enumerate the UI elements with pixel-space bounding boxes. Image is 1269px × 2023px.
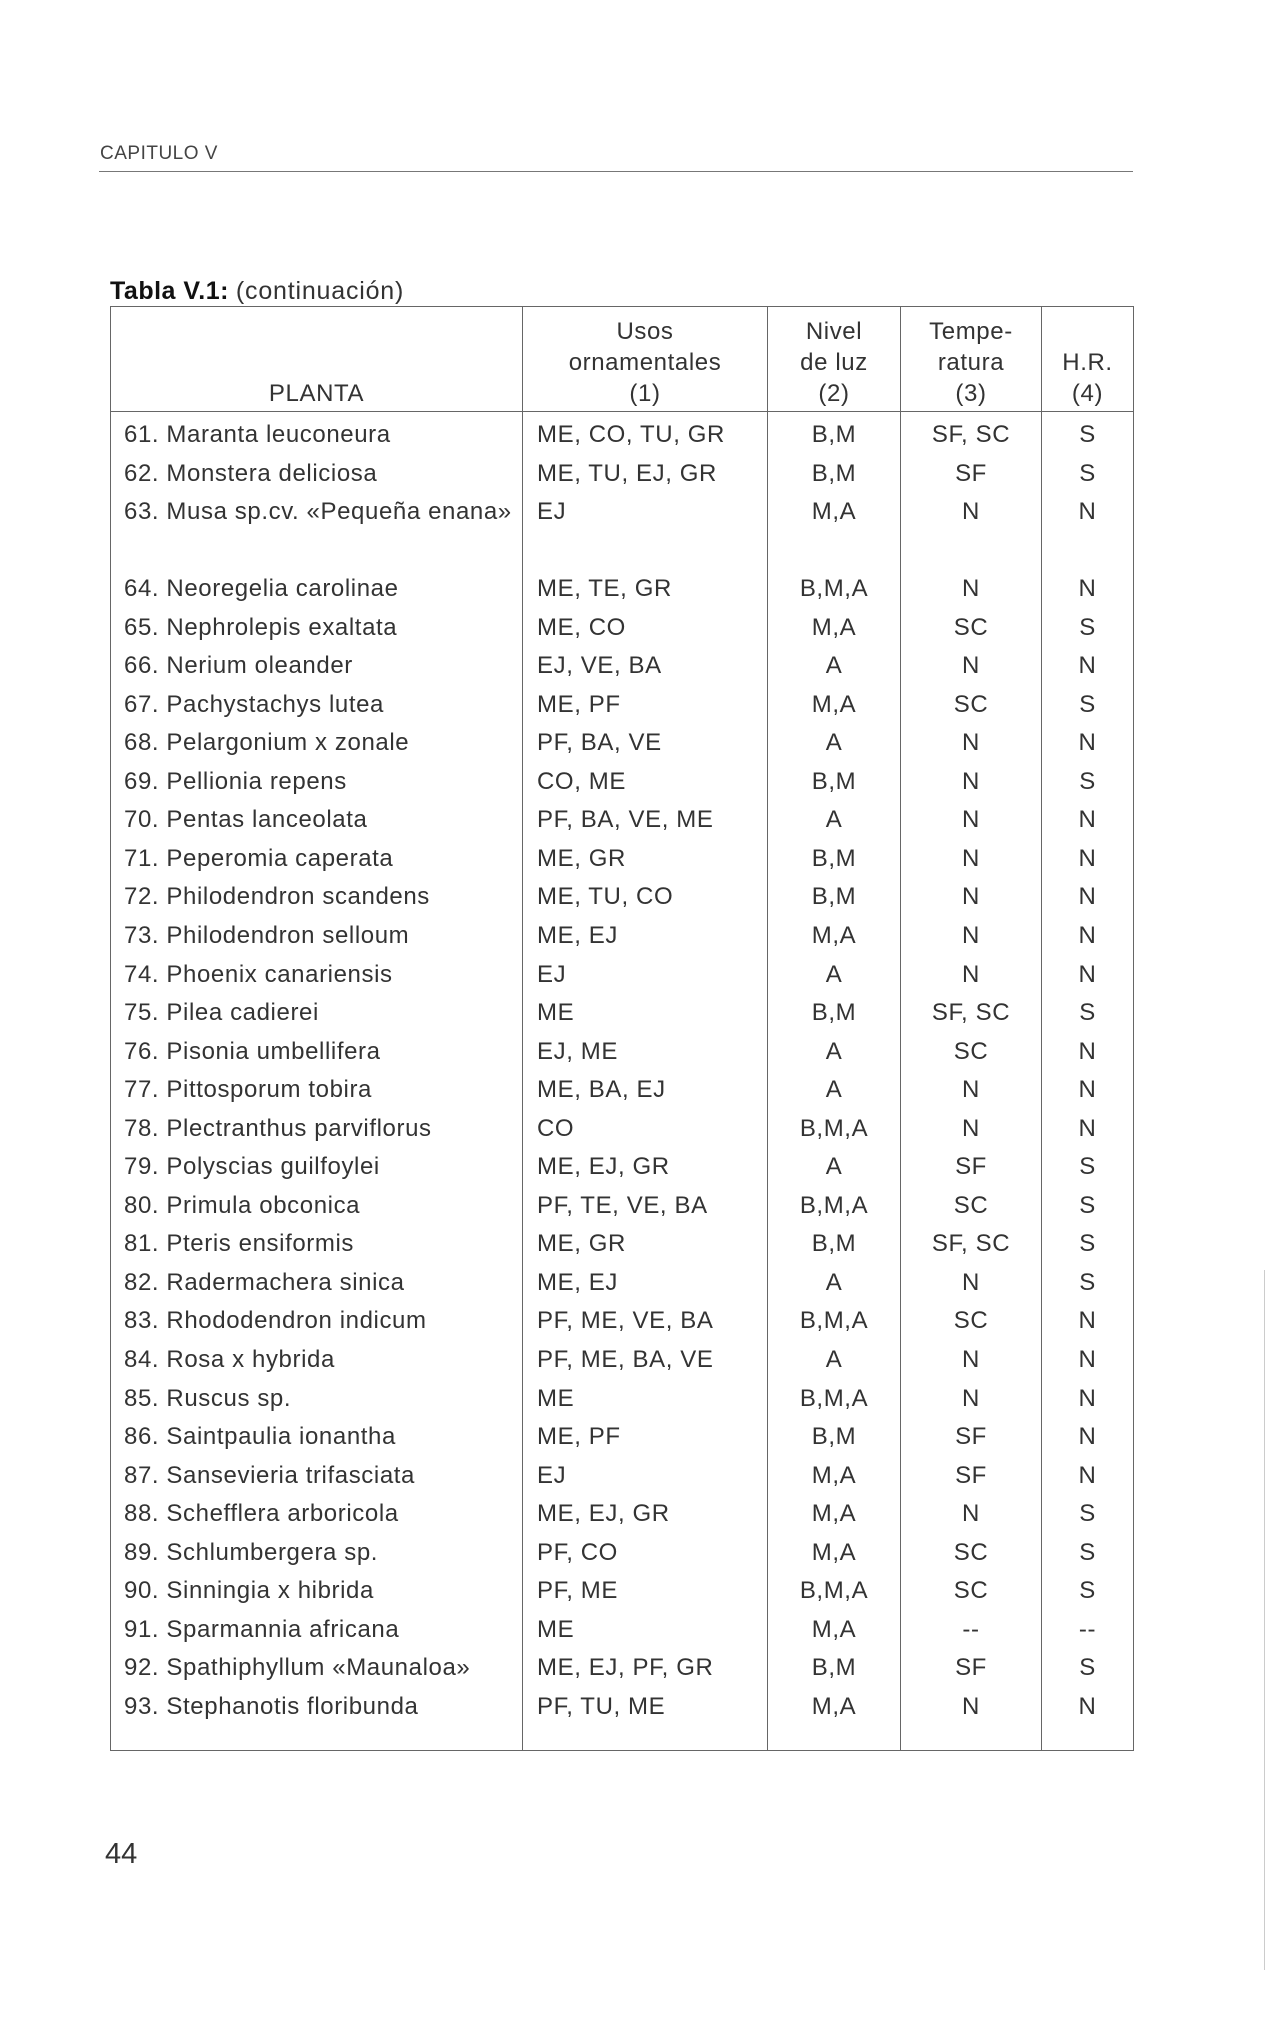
cell-hr: N [1042,1033,1134,1072]
cell-usos: ME [523,1611,768,1650]
cell-luz: B,M [768,1649,901,1688]
cell-hr: S [1042,1264,1134,1303]
cell-temperatura: N [901,1071,1042,1110]
cell-temperatura: SC [901,1187,1042,1226]
table-row [111,956,1134,995]
scan-edge-line [1264,1270,1265,1970]
column-header-hr [1042,307,1134,412]
cell-usos: CO [523,1110,768,1149]
header-line: (1) [629,380,661,407]
cell-hr: N [1042,1457,1134,1496]
page-number: 44 [105,1838,138,1870]
cell-planta: 66. Nerium oleander [111,647,523,686]
cell-temperatura: SF [901,1649,1042,1688]
cell-planta: 85. Ruscus sp. [111,1380,523,1419]
table-row [111,1264,1134,1303]
cell-luz: M,A [768,1457,901,1496]
cell-temperatura: N [901,1495,1042,1534]
cell-temperatura: N [901,1341,1042,1380]
cell-usos: ME, EJ, GR [523,1495,768,1534]
cell-planta: 63. Musa sp.cv. «Pequeña enana» [111,493,523,570]
cell-planta: 71. Peperomia caperata [111,840,523,879]
cell-temperatura: N [901,1688,1042,1751]
cell-temperatura: N [901,724,1042,763]
cell-temperatura: SF [901,1418,1042,1457]
cell-luz: B,M,A [768,1187,901,1226]
cell-usos: EJ [523,493,768,570]
cell-luz: M,A [768,1611,901,1650]
cell-planta: 64. Neoregelia carolinae [111,570,523,609]
cell-temperatura: N [901,1264,1042,1303]
cell-hr: S [1042,1572,1134,1611]
header-line: ratura [937,349,1005,376]
table-row [111,763,1134,802]
cell-luz: A [768,1071,901,1110]
cell-hr: S [1042,1649,1134,1688]
cell-luz: B,M [768,1418,901,1457]
cell-hr: N [1042,647,1134,686]
cell-temperatura: N [901,878,1042,917]
table-body [111,412,1134,1751]
cell-temperatura: SC [901,1534,1042,1573]
cell-luz: M,A [768,917,901,956]
cell-usos: PF, ME, BA, VE [523,1341,768,1380]
cell-temperatura: N [901,493,1042,570]
cell-luz: A [768,1264,901,1303]
header-line: Usos [616,318,674,345]
cell-hr: N [1042,724,1134,763]
cell-usos: ME, TE, GR [523,570,768,609]
cell-usos: ME, PF [523,1418,768,1457]
table-header-row [111,307,1134,412]
cell-hr: N [1042,1341,1134,1380]
cell-planta: 86. Saintpaulia ionantha [111,1418,523,1457]
cell-usos: PF, TE, VE, BA [523,1187,768,1226]
cell-temperatura: SF [901,1148,1042,1187]
cell-usos: ME, PF [523,686,768,725]
cell-luz: M,A [768,609,901,648]
cell-temperatura: SC [901,1572,1042,1611]
cell-temperatura: SF, SC [901,1225,1042,1264]
cell-temperatura: N [901,956,1042,995]
cell-luz: B,M [768,412,901,455]
cell-luz: B,M,A [768,1110,901,1149]
table-row [111,994,1134,1033]
cell-temperatura: N [901,840,1042,879]
cell-planta: 93. Stephanotis floribunda [111,1688,523,1751]
cell-luz: A [768,801,901,840]
cell-usos: ME, EJ, GR [523,1148,768,1187]
cell-temperatura: SF, SC [901,412,1042,455]
cell-usos: EJ, ME [523,1033,768,1072]
cell-luz: B,M [768,994,901,1033]
cell-planta: 80. Primula obconica [111,1187,523,1226]
table-row [111,1148,1134,1187]
cell-usos: ME, GR [523,1225,768,1264]
cell-hr: N [1042,493,1134,570]
cell-luz: B,M,A [768,1572,901,1611]
cell-usos: PF, ME, VE, BA [523,1302,768,1341]
cell-temperatura: N [901,1110,1042,1149]
cell-temperatura: N [901,763,1042,802]
cell-usos: ME, EJ, PF, GR [523,1649,768,1688]
cell-planta: 62. Monstera deliciosa [111,455,523,494]
cell-planta: 69. Pellionia repens [111,763,523,802]
cell-luz: B,M,A [768,570,901,609]
table-row [111,801,1134,840]
cell-temperatura: SF [901,1457,1042,1496]
cell-luz: B,M [768,878,901,917]
cell-temperatura: SC [901,1302,1042,1341]
cell-hr: S [1042,1495,1134,1534]
cell-planta: 72. Philodendron scandens [111,878,523,917]
header-line: ornamentales [568,349,722,376]
table-row [111,412,1134,455]
header-line: PLANTA [268,380,365,407]
cell-temperatura: SC [901,609,1042,648]
cell-usos: PF, BA, VE [523,724,768,763]
cell-hr: S [1042,455,1134,494]
table-row [111,1187,1134,1226]
table-row [111,724,1134,763]
cell-planta: 74. Phoenix canariensis [111,956,523,995]
header-line: Tempe- [929,318,1013,345]
table-row [111,840,1134,879]
table-row [111,878,1134,917]
cell-planta: 81. Pteris ensiformis [111,1225,523,1264]
table-row [111,1534,1134,1573]
table-row [111,1418,1134,1457]
cell-hr: N [1042,1302,1134,1341]
header-rule [99,171,1133,172]
cell-hr: N [1042,878,1134,917]
cell-temperatura: SF, SC [901,994,1042,1033]
cell-usos: ME, CO [523,609,768,648]
cell-usos: CO, ME [523,763,768,802]
table-row [111,1611,1134,1650]
cell-hr: S [1042,1187,1134,1226]
cell-usos: ME, EJ [523,917,768,956]
header-line: (2) [818,380,850,407]
running-head: CAPITULO V [100,143,218,164]
table-row [111,1033,1134,1072]
cell-hr: S [1042,1534,1134,1573]
cell-planta: 90. Sinningia x hibrida [111,1572,523,1611]
table-row [111,647,1134,686]
header-line: (3) [955,380,987,407]
cell-luz: B,M,A [768,1380,901,1419]
cell-usos: ME, GR [523,840,768,879]
cell-usos: PF, CO [523,1534,768,1573]
cell-luz: B,M [768,1225,901,1264]
cell-hr: N [1042,917,1134,956]
cell-planta: 88. Schefflera arboricola [111,1495,523,1534]
table-row [111,1649,1134,1688]
cell-hr: S [1042,763,1134,802]
cell-planta: 75. Pilea cadierei [111,994,523,1033]
table-row [111,1572,1134,1611]
cell-hr: N [1042,1110,1134,1149]
column-header-planta [111,307,523,412]
cell-planta: 89. Schlumbergera sp. [111,1534,523,1573]
table-row [111,1341,1134,1380]
cell-hr: N [1042,801,1134,840]
cell-luz: M,A [768,493,901,570]
cell-hr: S [1042,1148,1134,1187]
table-row [111,1302,1134,1341]
cell-planta: 65. Nephrolepis exaltata [111,609,523,648]
cell-hr: N [1042,1071,1134,1110]
cell-planta: 77. Pittosporum tobira [111,1071,523,1110]
cell-hr: S [1042,1225,1134,1264]
column-header-usos [523,307,768,412]
cell-hr: -- [1042,1611,1134,1650]
header-line: (4) [1071,380,1104,407]
cell-luz: A [768,1148,901,1187]
cell-luz: M,A [768,1534,901,1573]
cell-usos: PF, ME [523,1572,768,1611]
cell-temperatura: N [901,917,1042,956]
cell-temperatura: N [901,801,1042,840]
cell-planta: 79. Polyscias guilfoylei [111,1148,523,1187]
cell-hr: N [1042,1688,1134,1751]
cell-usos: EJ [523,1457,768,1496]
plant-table [110,306,1134,1751]
cell-temperatura: SC [901,686,1042,725]
table-row [111,1688,1134,1751]
cell-hr: N [1042,1380,1134,1419]
cell-usos: ME [523,994,768,1033]
table-row [111,455,1134,494]
cell-luz: B,M,A [768,1302,901,1341]
table-row [111,1110,1134,1149]
cell-temperatura: SC [901,1033,1042,1072]
cell-usos: PF, TU, ME [523,1688,768,1751]
cell-usos: ME, CO, TU, GR [523,412,768,455]
cell-luz: B,M [768,455,901,494]
table-row [111,609,1134,648]
cell-hr: N [1042,570,1134,609]
table-caption-label: Tabla V.1: [110,277,229,305]
cell-hr: N [1042,956,1134,995]
cell-planta: 87. Sansevieria trifasciata [111,1457,523,1496]
table-row [111,686,1134,725]
header-line: H.R. [1062,349,1113,376]
cell-temperatura: SF [901,455,1042,494]
cell-planta: 82. Radermachera sinica [111,1264,523,1303]
table-row [111,570,1134,609]
cell-luz: B,M [768,840,901,879]
cell-hr: N [1042,840,1134,879]
cell-usos: EJ, VE, BA [523,647,768,686]
cell-luz: A [768,647,901,686]
table-row [111,1380,1134,1419]
column-header-luz [768,307,901,412]
cell-luz: M,A [768,1495,901,1534]
header-line: Nivel [805,318,863,345]
cell-hr: N [1042,1418,1134,1457]
cell-planta: 73. Philodendron selloum [111,917,523,956]
table-row [111,1225,1134,1264]
cell-planta: 76. Pisonia umbellifera [111,1033,523,1072]
cell-usos: ME, TU, EJ, GR [523,455,768,494]
cell-planta: 91. Sparmannia africana [111,1611,523,1650]
cell-planta: 92. Spathiphyllum «Maunaloa» [111,1649,523,1688]
header-line: de luz [800,349,868,376]
cell-usos: ME, TU, CO [523,878,768,917]
cell-luz: A [768,956,901,995]
cell-temperatura: N [901,1380,1042,1419]
cell-planta: 70. Pentas lanceolata [111,801,523,840]
table-row [111,917,1134,956]
cell-hr: S [1042,686,1134,725]
cell-hr: S [1042,412,1134,455]
table-row [111,493,1134,570]
cell-luz: M,A [768,686,901,725]
column-header-temperatura [901,307,1042,412]
table-row [111,1071,1134,1110]
cell-planta: 78. Plectranthus parviflorus [111,1110,523,1149]
cell-hr: S [1042,994,1134,1033]
cell-luz: A [768,1341,901,1380]
table-caption [110,277,404,306]
cell-temperatura: N [901,647,1042,686]
cell-luz: A [768,724,901,763]
cell-usos: ME, BA, EJ [523,1071,768,1110]
cell-hr: S [1042,609,1134,648]
cell-luz: A [768,1033,901,1072]
cell-planta: 83. Rhododendron indicum [111,1302,523,1341]
cell-usos: PF, BA, VE, ME [523,801,768,840]
cell-planta: 67. Pachystachys lutea [111,686,523,725]
cell-planta: 68. Pelargonium x zonale [111,724,523,763]
cell-usos: ME, EJ [523,1264,768,1303]
cell-planta: 61. Maranta leuconeura [111,412,523,455]
table-row [111,1457,1134,1496]
cell-planta: 84. Rosa x hybrida [111,1341,523,1380]
cell-temperatura: N [901,570,1042,609]
cell-luz: B,M [768,763,901,802]
cell-usos: ME [523,1380,768,1419]
table-caption-sub: (continuación) [235,277,405,305]
cell-luz: M,A [768,1688,901,1751]
cell-usos: EJ [523,956,768,995]
cell-temperatura: -- [901,1611,1042,1650]
table-row [111,1495,1134,1534]
